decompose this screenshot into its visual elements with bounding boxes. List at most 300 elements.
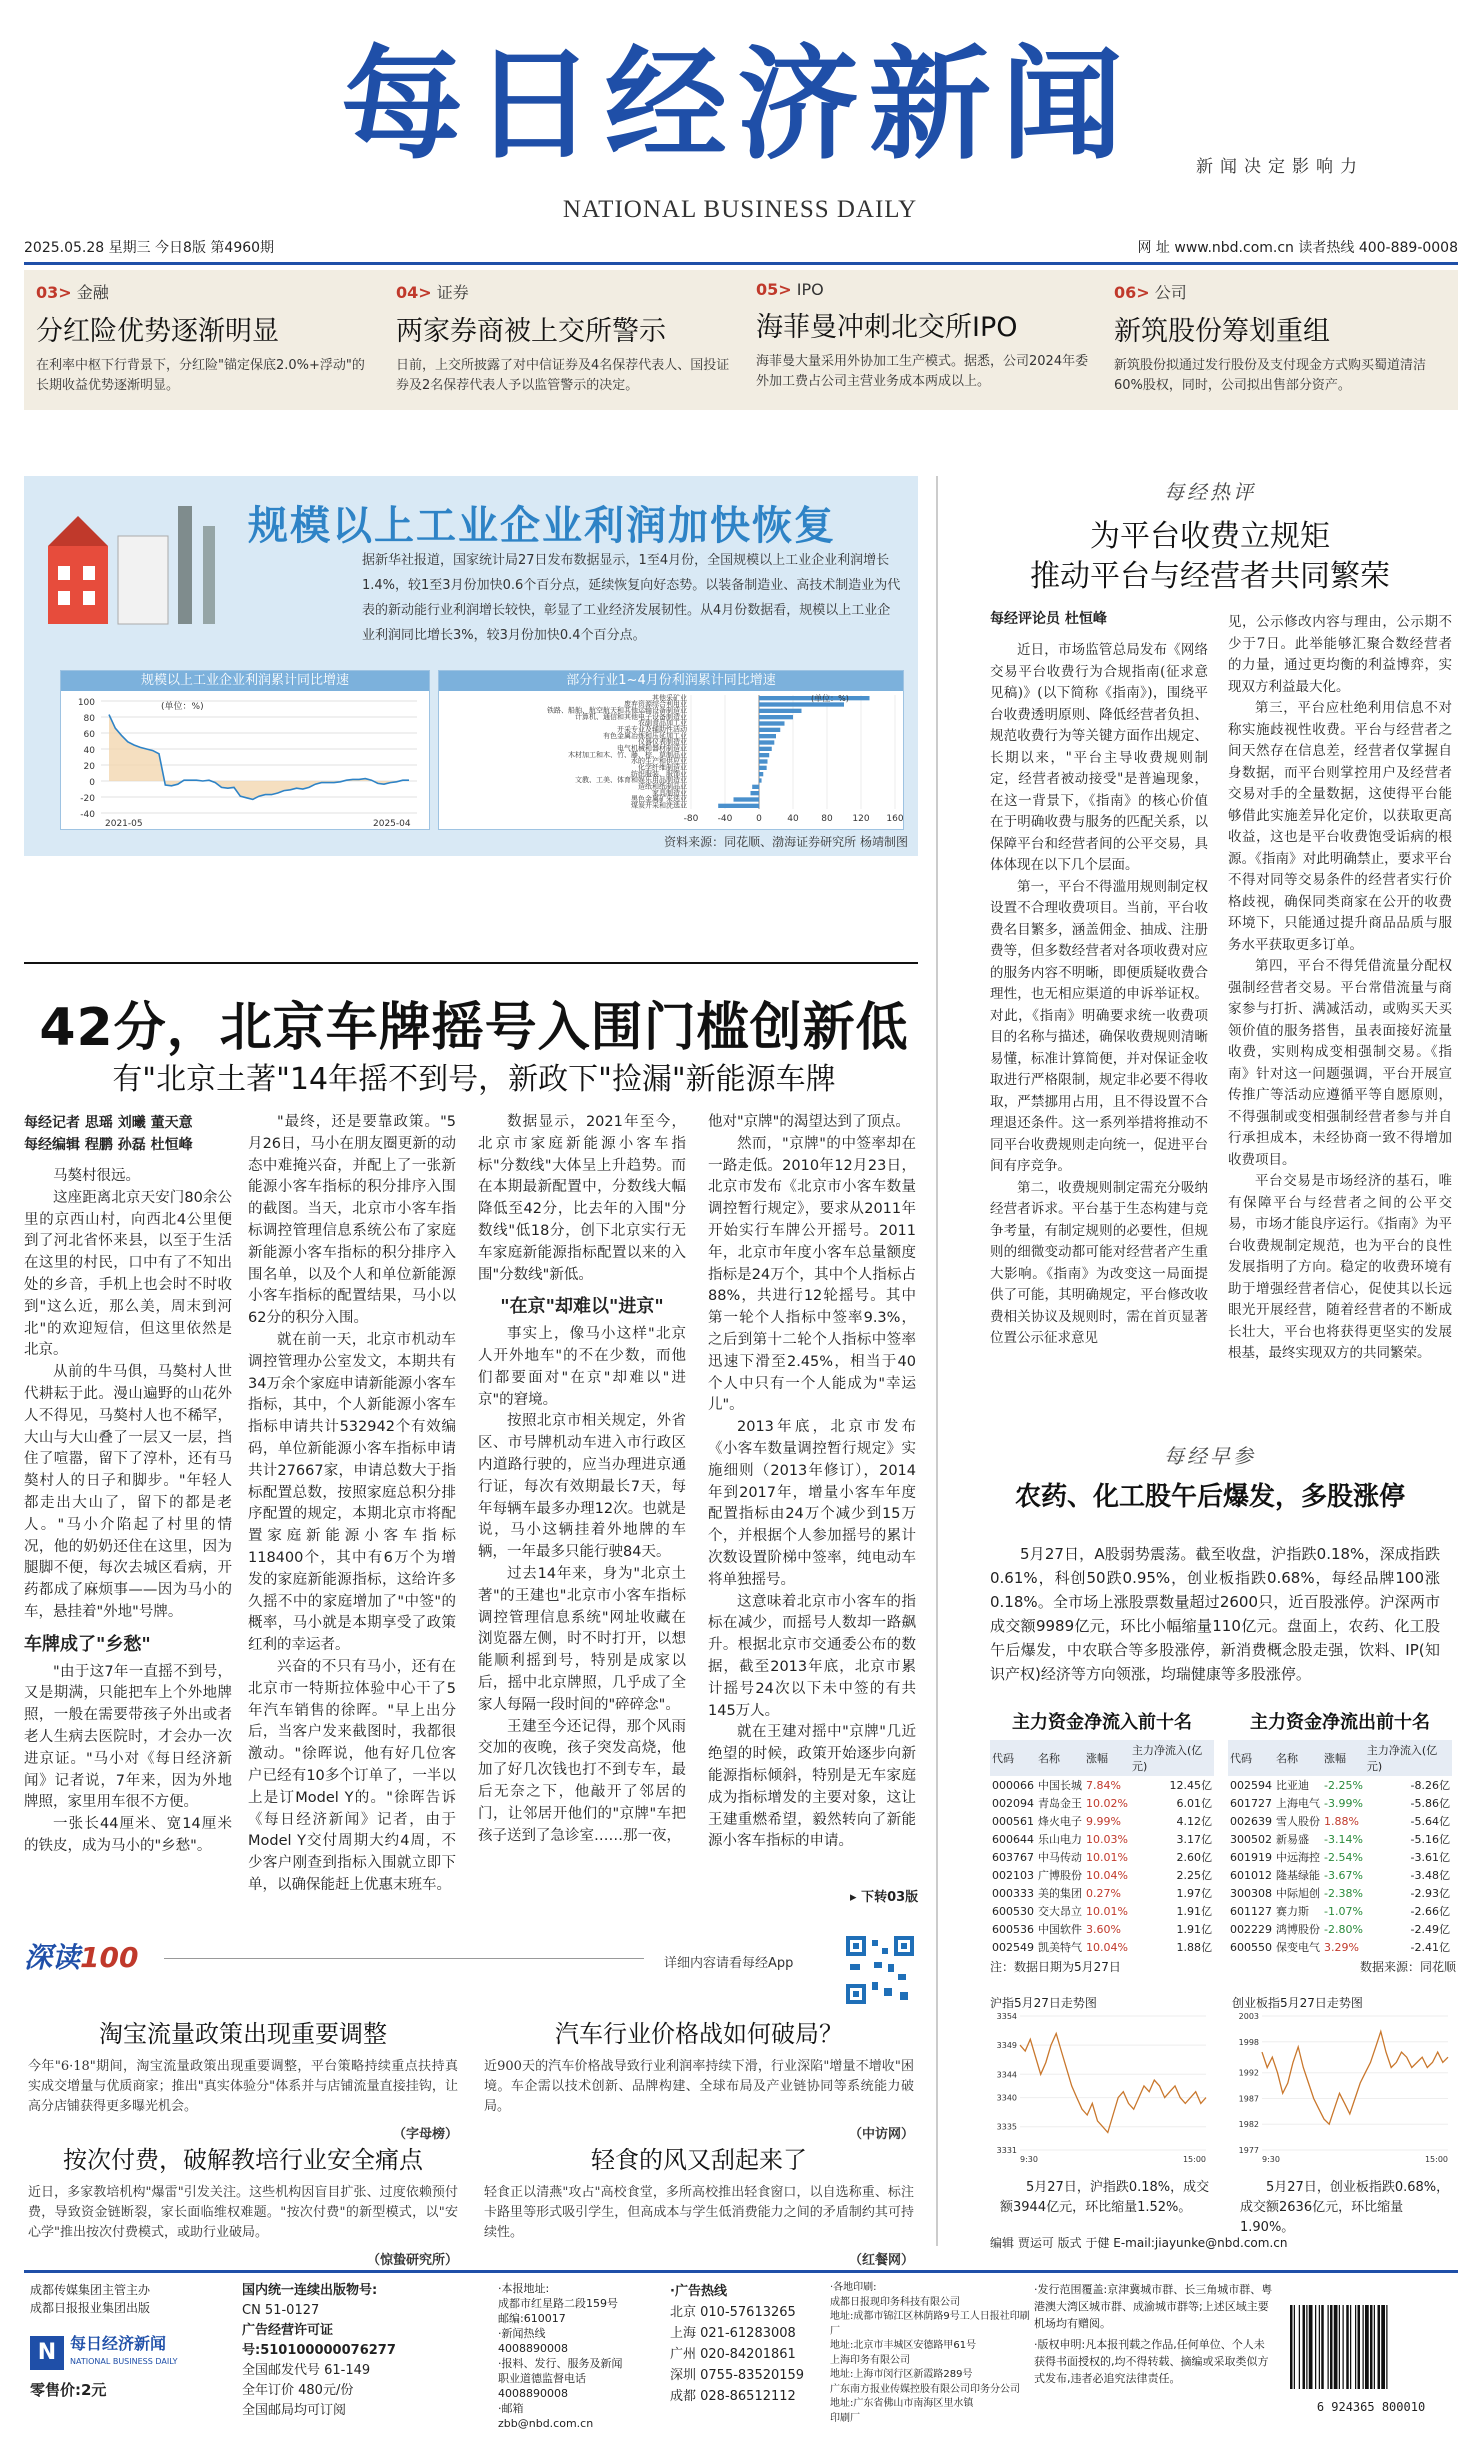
editorial-section	[990, 476, 1430, 597]
table-cell: -2.93亿	[1410, 1887, 1450, 1900]
table-row[interactable]	[990, 1938, 1214, 1956]
table-row[interactable]	[1228, 1938, 1452, 1956]
table-cell: 12.45亿	[1169, 1779, 1212, 1792]
table-cell: 2.60亿	[1176, 1851, 1212, 1864]
retail-price: 零售价:2元	[30, 2381, 107, 2399]
paragraph: 2013年底，北京市发布《小客车数量调控暂行规定》实施细则（2013年修订），2014年到2017年，增量小客车年度配置指标由24万个减少到15万个，并根据个人参加摇号的累计次数设置阶梯中签率，纯电动车将单独摇号。	[708, 1419, 916, 1588]
index-summary: 在利率中枢下行背景下，分红险"锚定保底2.0%+浮动"的长期收益优势逐渐明显。	[36, 358, 365, 393]
continue-link[interactable]: ▸ 下转03版	[850, 1890, 919, 1905]
index-page-number: 05>	[756, 280, 792, 299]
paragraph: 一张长44厘米、宽14厘米的铁皮，成为马小的"乡愁"。	[24, 1816, 232, 1854]
bar	[734, 797, 760, 801]
y-tick-label: 2003	[1238, 2012, 1259, 2021]
deep-read-body: 轻食正以清燕"攻占"高校食堂，多所高校推出轻食窗口，以自选称重、标注卡路里等形式吸引学生，但高成本与学生低消费能力之间的矛盾制约其可持续性。	[484, 2185, 914, 2240]
deep-read-item[interactable]	[484, 2014, 914, 2145]
x-tick-label: 80	[821, 814, 833, 824]
barcode-bar	[1330, 2305, 1333, 2389]
y-tick-label: 1977	[1238, 2146, 1259, 2155]
barcode-bar	[1319, 2305, 1320, 2389]
footer-address: ·本报地址: 成都市红星路二段159号 邮编:610017 ·新闻热线 4008890008 ·报料、发行、服务及新闻 职业道德监督电话 4008890008 ·邮箱 zbb@nbd.com.cn	[498, 2282, 623, 2430]
table-cell: -5.86亿	[1410, 1797, 1450, 1810]
barcode-bar	[1290, 2305, 1293, 2389]
deep-read-hint: 详细内容请看每经App	[664, 1956, 794, 1971]
barcode-bar	[1381, 2305, 1385, 2389]
deep-read-title: 按次付费，破解教培行业安全痛点	[63, 2146, 423, 2174]
table-cell: 000333	[992, 1886, 1034, 1900]
y-tick-label: 40	[83, 746, 95, 756]
barcode-bar	[1306, 2305, 1307, 2389]
table-row[interactable]	[1228, 1902, 1452, 1920]
table-cell: -2.38%	[1324, 1886, 1363, 1900]
y-tick-label: 1998	[1238, 2037, 1259, 2047]
table-row[interactable]	[1228, 1776, 1452, 1794]
paragraph: 数据显示，2021年至今，北京市家庭新能源小客车指标"分数线"大体呈上升趋势。而在本期最新配置中，分数线大幅降低至42分，比去年的入围"分数线"低18分，创下北京实行无车家庭新能源指标配置以来的入围"分数线"新低。	[478, 1114, 686, 1283]
page-editor-line: 编辑 贾运可 版式 于健 E-mail:jiayunke@nbd.com.cn	[990, 2236, 1288, 2250]
barcode-bar	[1303, 2305, 1306, 2389]
deep-read-item[interactable]	[484, 2140, 914, 2271]
footer-logo	[30, 2335, 230, 2371]
table-row[interactable]	[990, 1920, 1214, 1938]
table-cell: 新易盛	[1276, 1833, 1309, 1846]
footer-logo-text: 每日经济新闻	[70, 2334, 167, 2353]
paragraph: 第一，平台不得滥用规则制定权设置不合理收费项目。当前，平台收费名目繁多，涵盖佣金、抽成、注册费等，但多数经营者对各项收费对应的服务内容不明晰，即便质疑收费合理性，也无相应渠道的申诉举证权。对此，《指南》明确要求统一收费项目的名称与描述，确保收费规则清晰易懂，标准计算简便，并对保证金收取进行严格限制，规定非必要不得收取，严禁挪用占用，且不得设置不合理退还条件。这一系列举措将推动不同平台收费规则走向统一，促进平台间有序竞争。	[990, 878, 1208, 1174]
bar	[759, 728, 780, 732]
x-tick-label: 40	[787, 814, 799, 824]
index-headline: 海菲曼冲刺北交所IPO	[756, 312, 1018, 343]
table-cell: 10.01%	[1086, 1904, 1128, 1918]
index-page-number: 03>	[36, 283, 72, 302]
cy-intraday-chart	[1232, 2010, 1454, 2170]
masthead-divider	[24, 262, 1458, 265]
morning-brief-title: 农药、化工股午后爆发，多股涨停	[1014, 1482, 1405, 1512]
y-tick-label: 3349	[996, 2041, 1017, 2051]
lead-byline-editors: 每经编辑 程鹏 孙磊 杜恒峰	[24, 1137, 193, 1153]
editorial-tag: 每经热评	[1164, 480, 1256, 504]
table-cell: -3.61亿	[1410, 1851, 1450, 1864]
index-headline: 新筑股份筹划重组	[1114, 316, 1330, 347]
table-cell: 002229	[1230, 1922, 1272, 1936]
table-cell: 雪人股份	[1276, 1815, 1320, 1828]
y-axis-label: (单位：%)	[811, 694, 849, 703]
category-label: 仪器仪表制造业	[638, 738, 687, 747]
col-header: 名称	[1274, 1740, 1322, 1776]
table-cell: 600536	[992, 1922, 1034, 1936]
table-cell: 601919	[1230, 1850, 1272, 1864]
table-cell: 4.12亿	[1176, 1815, 1212, 1828]
barcode-bar	[1350, 2305, 1351, 2389]
table-cell: -3.14%	[1324, 1832, 1363, 1846]
bar	[718, 804, 759, 808]
category-label: 化学纤维制造业	[638, 763, 687, 772]
index-summary: 海菲曼大量采用外协加工生产模式。据悉，公司2024年委外加工费占公司主营业务成本两成以上。	[756, 354, 1089, 389]
y-tick-label: 100	[77, 698, 95, 708]
table-cell: 0.27%	[1086, 1886, 1121, 1900]
table-cell: 600530	[992, 1904, 1034, 1918]
deep-read-title: 轻食的风又刮起来了	[591, 2146, 807, 2174]
index-section: 证券	[436, 283, 469, 302]
barcode-bar	[1315, 2305, 1316, 2389]
table-cell: 10.02%	[1086, 1796, 1128, 1810]
table-row[interactable]	[990, 1848, 1214, 1866]
bar	[759, 734, 776, 738]
table-row[interactable]	[990, 1776, 1214, 1794]
sh-caption: 5月27日，沪指跌0.18%，成交额3944亿元，环比缩量1.52%。	[1000, 2180, 1210, 2215]
table-cell: -2.80%	[1324, 1922, 1363, 1936]
barcode-number: 6 924365 800010	[1316, 2400, 1426, 2414]
table-cell: 601127	[1230, 1904, 1272, 1918]
infographic-title: 规模以上工业企业利润加快恢复	[248, 503, 836, 549]
editorial-author: 每经评论员 杜恒峰	[990, 611, 1107, 627]
lead-column-3	[478, 1112, 686, 1847]
lead-headline: 42分，北京车牌摇号入围门槛创新低	[39, 998, 909, 1058]
barcode-bar	[1309, 2305, 1313, 2389]
section-index	[24, 270, 1458, 410]
issue-date: 2025.05.28 星期三 今日8版 第4960期	[24, 240, 275, 256]
x-tick-label: 2021-05	[105, 819, 143, 829]
x-tick-label: 15:00	[1424, 2155, 1448, 2164]
y-tick-label: 3340	[996, 2093, 1017, 2103]
col-header: 名称	[1036, 1740, 1084, 1776]
capital-inflow-table	[990, 1708, 1214, 1956]
bar	[759, 766, 767, 770]
table-cell: 交大昂立	[1038, 1905, 1082, 1918]
barcode-bar	[1378, 2305, 1381, 2389]
table-cell: 3.29%	[1324, 1940, 1359, 1954]
y-tick-label: 3335	[996, 2122, 1017, 2132]
line-chart-svg	[61, 691, 429, 829]
barcode-bar	[1321, 2305, 1324, 2389]
x-tick-label: 9:30	[1262, 2155, 1280, 2164]
barcode-bar	[1355, 2305, 1356, 2389]
table-cell: 1.97亿	[1176, 1887, 1212, 1900]
y-tick-label: 1992	[1238, 2068, 1259, 2078]
table-cell: 603767	[992, 1850, 1034, 1864]
barcode-bar	[1334, 2305, 1338, 2389]
deep-read-body: 近日，多家教培机构"爆雷"引发关注。这些机构因盲目扩张、过度依赖预付费，导致资金链断裂，家长面临维权难题。"按次付费"的新型模式，以"安心学"推出按次付费模式，或助行业破局。	[28, 2185, 458, 2240]
table-row[interactable]	[990, 1830, 1214, 1848]
outflow-table-title: 主力资金净流出前十名	[1250, 1712, 1430, 1733]
table-cell: 300308	[1230, 1886, 1272, 1900]
index-item-finance[interactable]	[36, 280, 376, 396]
editorial-column-a	[990, 640, 1208, 1350]
table-cell: 000066	[992, 1778, 1034, 1792]
factory-illustration	[38, 496, 238, 626]
paragraph: 兴奋的不只有马小，还有在北京市一特斯拉体验中心干了5年汽车销售的徐晖。"早上出分后，当客户发来截图时，我都很激动。"徐晖说，他有好几位客户已经有10多个订单了，一半以上是订Model Y的。"徐晖告诉《每日经济新闻》记者，由于Model Y交付周期大约4周，不少客户刚查到指标入围就立即下单，以确保能赶上优惠末班车。	[248, 1658, 456, 1893]
lead-divider	[24, 962, 918, 964]
y-tick-label: 20	[83, 762, 95, 772]
paragraph: 事实上，像马小这样"北京人开外地车"的不在少数，而他们都要面对"在京"却难以"进京"的窘境。	[478, 1326, 686, 1408]
table-cell: 凯美特气	[1038, 1941, 1082, 1954]
index-page-number: 04>	[396, 283, 432, 302]
category-label: 开采专业及辅助性活动	[617, 725, 687, 734]
index-section: IPO	[796, 280, 824, 299]
masthead-slogan: 新闻决定影响力	[1196, 157, 1364, 177]
line-chart-title: 规模以上工业企业利润累计同比增速	[61, 671, 429, 691]
barcode-bar	[1328, 2305, 1329, 2389]
bar-chart-svg	[439, 691, 903, 829]
table-cell: 6.01亿	[1176, 1797, 1212, 1810]
deep-read-item[interactable]	[28, 2140, 458, 2271]
footer-line: 成都传媒集团主管主办	[30, 2283, 151, 2297]
sh-intraday-chart	[990, 2010, 1212, 2170]
y-tick-label: 80	[83, 714, 95, 724]
footer-logo-en: NATIONAL BUSINESS DAILY	[70, 2357, 178, 2366]
bar	[759, 740, 774, 744]
index-section: 金融	[76, 283, 109, 302]
y-tick-label: 3354	[996, 2012, 1017, 2021]
table-cell: 广博股份	[1038, 1869, 1082, 1882]
deep-read-body: 今年"6·18"期间，淘宝流量政策出现重要调整，平台策略持续重点扶持真实成交增量与优质商家；推出"真实体验分"体系并与店铺流量直接挂钩，让高分店铺获得更多曝光机会。	[28, 2059, 458, 2114]
footer-publication-info: 国内统一连续出版物号: CN 51-0127 广告经营许可证号:510100000076277 全国邮发代号 61-149 全年订价 480元/份 全国邮局均可订阅	[242, 2283, 396, 2418]
barcode-bar	[1365, 2305, 1369, 2389]
paragraph: 第四，平台不得凭借流量分配权强制经营者交易。平台常借流量与商家参与打折、满减活动，或购买天买领价值的服务搭售，虽表面接好流量收费，实则构成变相强制交易。《指南》针对这一问题强调，平台开展宣传推广等活动应遵循平等自愿原则，不得强制或变相强制经营者参与并自行承担成本，未经协商一致不得增加收费项目。	[1228, 958, 1452, 1168]
table-cell: 601727	[1230, 1796, 1272, 1810]
deep-read-source: （惊蛰研究所）	[366, 2253, 458, 2268]
index-item-securities[interactable]	[396, 280, 736, 396]
bar	[759, 709, 802, 713]
paragraph: 近日，市场监管总局发布《网络交易平台收费行为合规指南(征求意见稿)》(以下简称《指南》)，围绕平台收费透明原则、降低经营者负担、规范收费行为等关键方面作出规定、长期以来，"平台主导收费规则制定，经营者被动接受"是普遍现象，在这一背景下，《指南》的核心价值在于明确收费与服务的匹配关系，以保障平台和经营者间的公平交易，具体体现在以下几个层面。	[990, 642, 1208, 873]
y-tick-label: 1987	[1238, 2094, 1259, 2104]
bar	[759, 715, 793, 719]
masthead-english-title: NATIONAL BUSINESS DAILY	[562, 196, 918, 223]
bar-chart-title: 部分行业1~4月份利润累计同比增速	[439, 671, 903, 691]
paragraph: 这座距离北京天安门80余公里的京西山村，向西北4公里便到了河北省怀来县，以至于生活在这里的村民，口中有了不知出处的乡音，手机上也会时不时收到"这么近，那么美，周末到河北"的欢迎短信，但这里依然是北京。	[24, 1189, 232, 1359]
category-label: 水的生产和供应业	[631, 757, 687, 766]
table-row[interactable]	[1228, 1920, 1452, 1938]
table-cell: 上海电气	[1276, 1797, 1320, 1810]
price-line	[1020, 2034, 1206, 2133]
bar	[759, 753, 769, 757]
table-cell: -5.64亿	[1410, 1815, 1450, 1828]
category-label: 计算机、通信和其他电子设备制造业	[575, 712, 687, 721]
category-label: 纺织服装、服饰业	[631, 769, 687, 778]
infographic-source: 资料来源：同花顺、渤海证券研究所 杨靖制图	[664, 835, 908, 849]
table-row[interactable]	[1228, 1866, 1452, 1884]
table-row[interactable]	[1228, 1830, 1452, 1848]
paragraph: "由于这7年一直摇不到号，又是期满，只能把车上个外地牌照，一般在需要带孩子外出或者老人生病去医院时，才会办一次进京证。"马小对《每日经济新闻》记者说，7年来，因为外地牌照，家里用车很不方便。	[24, 1663, 232, 1811]
table-row[interactable]	[1228, 1794, 1452, 1812]
paragraph: 第三，平台应杜绝利用信息不对称实施歧视性收费。平台与经营者之间天然存在信息差，经营者仅掌握自身数据，而平台则掌控用户及经营者交易对手的全量数据，这使得平台能够借此实施差异化定价，以获取更高收益，这也是平台收费饱受诟病的根源。《指南》对此明确禁止，要求平台不得对同等交易条件的经营者实行价格歧视，确保同类商家在公开的收费环境下，只能通过提升商品品质与服务水平获取更多订单。	[1228, 700, 1452, 953]
table-row[interactable]	[990, 1902, 1214, 1920]
y-tick-label: -20	[80, 794, 95, 804]
category-label: 农副食品加工业	[638, 719, 687, 728]
paragraph: 就在前一天，北京市机动车调控管理办公室发文，本期共有34万余个家庭申请新能源小客车指标，其中，个人新能源小客车指标申请共计532942个有效编码，单位新能源小客车指标申请共计27667家，申请总数大于指标配置总数，按照家庭总积分排序配置的规定，本期北京市将配置家庭新能源小客车指标118400个，其中有6万个为增发的家庭新能源指标，这给许多久摇不中的家庭增加了"中签"的概率，马小就是本期享受了政策红利的幸运者。	[248, 1331, 456, 1654]
table-cell: -2.41亿	[1410, 1941, 1450, 1954]
table-cell: 保变电气	[1276, 1941, 1320, 1954]
table-cell: 002094	[992, 1796, 1034, 1810]
qr-code-icon[interactable]	[844, 1934, 916, 2006]
profit-line-chart	[60, 670, 430, 830]
x-tick-label: 120	[852, 814, 870, 824]
paragraph: 平台交易是市场经济的基石，唯有保障平台与经营者之间的公平交易，市场才能良序运行。《指南》为平台收费规制定规范，也为平台的良性发展指明了方向。稳定的收费环境有助于增强经营者信心，促使其以长远眼光开展经营，随着经营者的不断成长壮大，平台也将获得更坚实的发展根基，最终实现双方的共同繁荣。	[1228, 1173, 1452, 1361]
y-tick-label: 3344	[996, 2070, 1017, 2080]
paragraph: 第二，收费规则制定需充分吸纳经营者诉求。平台基于生态构建与竞争考量，有制定规则的必要性，但规则的细微变动都可能对经营者产生重大影响。《指南》为改变这一局面提供了可能，其明确规定，平台修改收费相关协议及规则时，需在首页显著位置公示征求意见	[990, 1179, 1208, 1346]
paragraph: 然而，"京牌"的中签率却在一路走低。2010年12月23日，北京市发布《北京市小客车数量调控暂行规定》，要求从2011年开始实行车牌公开摇号。2011年，北京市年度小客车总量额度指标是24万个，其中个人指标占88%，共进行12轮摇号。其中第一轮个人指标中签率9.3%，之后到第十二轮个人指标中签率迅速下滑至2.45%，相当于40个人中只有一个人能成为"幸运儿"。	[708, 1135, 916, 1414]
table-cell: 中马传动	[1038, 1851, 1082, 1864]
x-tick-label: 0	[756, 814, 762, 824]
table-cell: 1.91亿	[1176, 1905, 1212, 1918]
table-cell: 中国长城	[1038, 1779, 1082, 1792]
table-cell: 比亚迪	[1276, 1779, 1309, 1792]
y-tick-label: 60	[83, 730, 95, 740]
issue-info-bar	[24, 233, 1458, 259]
x-tick-label: 9:30	[1020, 2155, 1038, 2164]
y-tick-label: 0	[89, 778, 95, 788]
morning-brief-section	[990, 1440, 1430, 1517]
table-row[interactable]	[1228, 1884, 1452, 1902]
index-item-company[interactable]	[1114, 280, 1454, 396]
index-summary: 新筑股份拟通过发行股份及支付现金方式购买蜀道清洁60%股权，同时，公司拟出售部分资产。	[1114, 358, 1427, 393]
lead-column-2	[248, 1112, 456, 1897]
table-cell: -3.99%	[1324, 1796, 1363, 1810]
capital-outflow-table	[1228, 1708, 1452, 1956]
col-header: 代码	[1228, 1740, 1274, 1776]
table-cell: 3.60%	[1086, 1922, 1121, 1936]
table-cell: -1.07%	[1324, 1904, 1363, 1918]
paragraph: 这意味着北京市小客车的指标在减少，而摇号人数却一路飙升。根据北京市交通委公布的数据，截至2013年底，北京市累计摇号24次以下未中签的有共145万人。	[708, 1593, 916, 1719]
paragraph: 过去14年来，身为"北京土著"的王建也"北京市小客车指标调控管理信息系统"网址收藏在浏览器左侧，时不时打开，以想能顺利摇到号，特别是成家以后，摇中北京牌照，几乎成了全家人每隔一段时间的"碎碎念"。	[478, 1565, 686, 1713]
morning-brief-tag: 每经早参	[1164, 1444, 1256, 1468]
paragraph: 按照北京市相关规定，外省区、市号牌机动车进入市行政区内道路行驶的，应当办理进京通行证，每次有效期最长7天，每年每辆车最多办理12次。也就是说，马小这辆挂着外地牌的车辆，一年最多只能行驶84天。	[478, 1413, 686, 1561]
masthead-title: 每日经济新闻	[341, 34, 1133, 176]
x-tick-label: 15:00	[1182, 2155, 1206, 2164]
category-label: 有色金属冶炼和压延加工业	[603, 731, 687, 740]
table-cell: 002639	[1230, 1814, 1272, 1828]
inflow-table-title: 主力资金净流入前十名	[1012, 1712, 1192, 1733]
sh-trend-title: 沪指5月27日走势图	[990, 1996, 1097, 2010]
footer-ad-hotline: ·广告热线 北京 010-57613265 上海 021-61283008 广州 020-84201861 深圳 0755-83520159 成都 028-86512112	[670, 2284, 805, 2404]
lead-subheadline: 有"北京土著"14年摇不到号，新政下"捡漏"新能源车牌	[112, 1062, 836, 1097]
table-cell: 7.84%	[1086, 1778, 1121, 1792]
deep-read-title: 汽车行业价格战如何破局？	[555, 2020, 843, 2048]
table-cell: 青岛金王	[1038, 1797, 1082, 1810]
col-header: 涨幅	[1084, 1740, 1130, 1776]
category-label: 铁路、船舶、航空航天和其他运输设备制造业	[547, 706, 687, 715]
paragraph: 就在王建对摇中"京牌"几近绝望的时候，政策开始逐步向新能源指标倾斜，特别是无车家庭成为指标增发的主要对象，这让王建重燃希望，毅然转向了新能源小客车指标的申请。	[708, 1724, 916, 1850]
table-cell: 10.01%	[1086, 1850, 1128, 1864]
bar	[759, 772, 763, 776]
table-cell: 002549	[992, 1940, 1034, 1954]
deep-read-source: （字母榜）	[392, 2127, 458, 2142]
table-cell: 1.91亿	[1176, 1923, 1212, 1936]
table-row[interactable]	[990, 1866, 1214, 1884]
table-cell: -3.67%	[1324, 1868, 1363, 1882]
bar	[759, 721, 785, 725]
y-tick-label: 1982	[1238, 2120, 1259, 2130]
table-cell: -2.66亿	[1410, 1905, 1450, 1918]
table-cell: 10.04%	[1086, 1940, 1128, 1954]
category-label: 文教、工美、体育和娱乐用品制造业	[575, 776, 687, 785]
table-cell: -3.48亿	[1410, 1869, 1450, 1882]
editorial-title-line2: 推动平台与经营者共同繁荣	[1030, 559, 1390, 594]
table-cell: 10.03%	[1086, 1832, 1128, 1846]
col-header: 主力净流入(亿元)	[1365, 1740, 1452, 1776]
morning-brief-body: 5月27日，A股弱势震荡。截至收盘，沪指跌0.18%，深成指跌0.61%，科创50跌0.95%，创业板指跌0.68%，每经品牌100涨0.18%。全市场上涨股票数量超过2600只，近百股涨停。沪深两市成交额9989亿元，环比小幅缩量110亿元。盘面上，农药、化工股午后爆发，中农联合等多股涨停，新消费概念股走强，饮料、IP(知识产权)经济等方向领涨，均瑞健康等多股涨停。	[990, 1545, 1440, 1683]
table-row[interactable]	[1228, 1848, 1452, 1866]
y-axis-label: (单位：%)	[161, 702, 204, 712]
col-header: 主力净流入(亿元)	[1130, 1740, 1214, 1776]
index-headline: 分红险优势逐渐明显	[36, 316, 279, 347]
index-page-number: 06>	[1114, 283, 1150, 302]
category-label: 煤炭开采和洗选业	[631, 801, 687, 810]
lead-column-1	[24, 1112, 232, 1858]
paragraph: 从前的牛马俱，马獒村人世代耕耘于此。漫山遍野的山花外人不得见，马獒村人也不稀罕，大山与大山叠了一层又一层，挡住了喧嚣，留下了淳朴，还有马獒村人的日子和脚步。"年轻人都走出大山了，留下的都是老人。"马小介陷起了村里的情况，他的奶奶还住在这里，因为腿脚不便，每次去城区看病，开药都成了麻烦事——因为马小的车，悬挂着"外地"号牌。	[24, 1364, 232, 1620]
table-cell: 美的集团	[1038, 1887, 1082, 1900]
bar	[751, 791, 760, 795]
paragraph: 王建至今还记得，那个风雨交加的夜晚，孩子突发高烧，他加了好几次钱也打不到专车，最后无奈之下，他敲开了邻居的门，让邻居开他们的"京牌"车把孩子送到了急诊室……那一夜，	[478, 1718, 686, 1844]
index-item-ipo[interactable]	[756, 280, 1096, 392]
index-headline: 两家券商被上交所警示	[396, 316, 666, 347]
barcode-icon	[1286, 2303, 1456, 2393]
table-row[interactable]	[990, 1884, 1214, 1902]
bar	[759, 747, 772, 751]
table-cell: 1.88%	[1324, 1814, 1359, 1828]
y-tick-label: -40	[80, 810, 95, 820]
category-label: 黑色金属矿采选业	[631, 795, 687, 804]
barcode-bar	[1343, 2305, 1344, 2389]
y-tick-label: 3331	[996, 2146, 1017, 2155]
deep-read-source: （中访网）	[848, 2127, 914, 2142]
barcode-bar	[1339, 2305, 1340, 2389]
table-cell: 赛力斯	[1276, 1905, 1309, 1918]
table-cell: 中际旭创	[1276, 1887, 1320, 1900]
table-row[interactable]	[990, 1812, 1214, 1830]
barcode-bar	[1294, 2305, 1295, 2389]
editorial-title-line1: 为平台收费立规矩	[1090, 519, 1330, 554]
table-cell: -5.16亿	[1410, 1833, 1450, 1846]
table-cell: 600644	[992, 1832, 1034, 1846]
lead-section-heading: "在京"却难以"进京"	[500, 1296, 664, 1318]
footer-printing: ·各地印刷: 成都日报现印务科技有限公司 地址:成都市锦江区林荫路9号工人日报社印刷厂 地址:北京市丰城区安德路甲61号 上海印务有限公司 地址:上海市闵行区新霞路289号 广东南方报业传媒控股有限公司印务分公司 地址:广东省佛山市南海区里水镇 印刷厂	[830, 2282, 1030, 2424]
industry-bar-chart	[438, 670, 904, 830]
table-row[interactable]	[990, 1794, 1214, 1812]
table-cell: 002103	[992, 1868, 1034, 1882]
table-cell: 1.88亿	[1176, 1941, 1212, 1954]
deep-read-section	[24, 1936, 918, 2268]
bar	[752, 785, 759, 789]
barcode-bar	[1374, 2305, 1375, 2389]
x-tick-label: 160	[886, 814, 903, 824]
barcode-bar	[1358, 2305, 1361, 2389]
paragraph: 他对"京牌"的渴望达到了顶点。	[708, 1114, 910, 1130]
table-cell: 隆基绿能	[1276, 1869, 1320, 1882]
category-label: 造纸和纸制品业	[638, 782, 687, 791]
lead-column-4	[708, 1112, 916, 1853]
lead-section-heading: 车牌成了"乡愁"	[24, 1633, 151, 1655]
footer-distribution-copyright: ·发行范围覆盖:京津冀城市群、长三角城市群、粤港澳大湾区城市群、成渝城市群等;上述区域主要机场均有赠阅。 ·版权申明:凡本报刊载之作品,任何单位、个人未获得书面授权的,均不得转载、摘编或采取类似方式发布,违者必追究法律责任。	[1034, 2283, 1273, 2385]
footer-publisher	[30, 2281, 230, 2399]
deep-read-logo: 深读100	[24, 1941, 139, 1974]
table-cell: 鸿博股份	[1276, 1923, 1320, 1936]
deep-read-item[interactable]	[28, 2014, 458, 2145]
barcode-bar	[1386, 2305, 1387, 2389]
line-area	[109, 715, 409, 800]
deep-read-body: 近900天的汽车价格战导致行业利润率持续下滑，行业深陷"增量不增收"困境。车企需以技术创新、品牌构建、全球布局及产业链协同等系统能力破局。	[484, 2059, 914, 2114]
editorial-column-b	[1228, 612, 1452, 1365]
deep-read-title: 淘宝流量政策出现重要调整	[99, 2020, 387, 2048]
x-tick-label: -80	[683, 814, 699, 824]
index-summary: 日前，上交所披露了对中信证券及4名保荐代表人、国投证券及2名保荐代表人予以监管警示的决定。	[396, 358, 730, 393]
table-cell: 10.04%	[1086, 1868, 1128, 1882]
table-cell: 烽火电子	[1038, 1815, 1082, 1828]
col-header: 涨幅	[1322, 1740, 1365, 1776]
x-tick-label: -40	[717, 814, 733, 824]
column-divider	[936, 476, 938, 2246]
barcode-bar	[1346, 2305, 1349, 2389]
footer	[24, 2270, 1458, 2430]
footer-line: 成都日报报业集团出版	[30, 2301, 151, 2315]
table-row[interactable]	[1228, 1812, 1452, 1830]
